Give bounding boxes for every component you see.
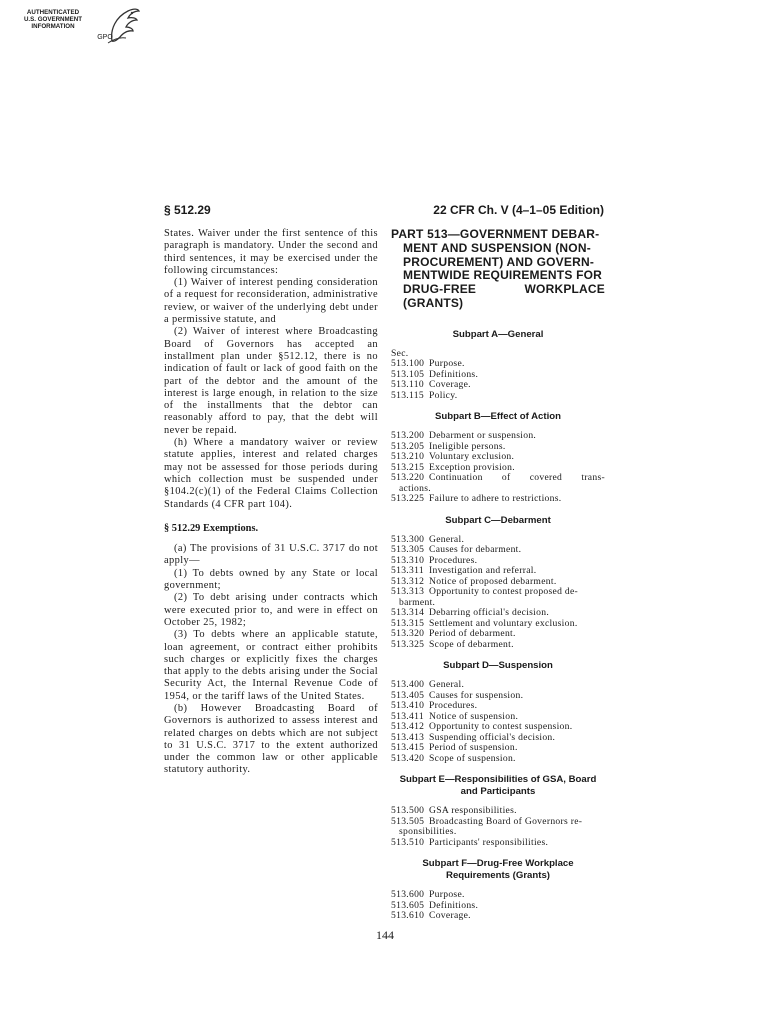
section-title: Opportunity to contest proposed de- (429, 586, 579, 598)
section-title: Causes for debarment. (429, 544, 522, 556)
section-number: 513.413 (391, 731, 425, 743)
section-title: Ineligible persons. (429, 440, 506, 452)
section-number: 513.300 (391, 533, 425, 545)
section-number: 513.325 (391, 638, 425, 650)
table-of-contents (391, 329, 605, 922)
toc-entry (391, 911, 605, 922)
paragraph: (a) The provisions of 31 U.S.C. 3717 do not apply— (164, 543, 378, 567)
section-number: 513.400 (391, 679, 425, 691)
seal-line-1: AUTHENTICATED (26, 9, 80, 16)
eagle-icon (106, 5, 140, 45)
section-number: 513.411 (391, 710, 424, 722)
section-title: Investigation and referral. (429, 565, 537, 577)
subpart-heading: Subpart A—General (452, 328, 544, 340)
section-number: 513.305 (391, 544, 425, 556)
subpart-section-list (391, 431, 605, 505)
section-title: Debarment or suspension. (429, 430, 537, 442)
toc-entry (391, 754, 605, 765)
paragraph: (1) To debts owned by any State or local government; (164, 567, 378, 592)
section-number: 513.610 (391, 910, 425, 922)
subpart-heading: Subpart C—Debarment (445, 514, 551, 526)
section-number: 513.410 (391, 700, 425, 712)
section-number: 513.210 (391, 451, 425, 463)
part-title-word: WORKPLACE (524, 282, 605, 297)
section-number: 513.320 (391, 628, 425, 640)
toc-entry (391, 391, 605, 402)
section-number: 513.215 (391, 461, 425, 473)
section-title: Period of debarment. (429, 628, 516, 640)
toc-entry (391, 494, 605, 505)
page-number: 144 (376, 928, 394, 942)
subpart-section-list (391, 349, 605, 402)
section-title: Causes for suspension. (429, 689, 524, 701)
subpart-heading: Subpart D—Suspension (443, 660, 553, 672)
part-title-line: MENT AND SUSPENSION (NON- (403, 240, 591, 255)
section-title: Exception provision. (429, 461, 515, 473)
section-title-continuation: sponsibilities. (399, 826, 457, 838)
section-title: Procedures. (429, 554, 478, 566)
section-number: 513.220 (391, 472, 425, 484)
section-number: 513.505 (391, 815, 425, 827)
section-title: Period of suspension. (429, 742, 518, 754)
subpart-section-list (391, 680, 605, 764)
section-number: 513.315 (391, 617, 425, 629)
section-title: Failure to adhere to restrictions. (429, 493, 562, 505)
sec-label: Sec. (391, 347, 409, 359)
section-title: Scope of suspension. (429, 752, 516, 764)
running-head-section: § 512.29 (164, 203, 211, 217)
seal-line-3: INFORMATION (31, 23, 75, 30)
section-title: Purpose. (429, 358, 465, 370)
section-title-continuation: barment. (399, 596, 436, 608)
section-title: Settlement and voluntary exclusion. (429, 617, 578, 629)
part-title-word: DRUG-FREE (403, 282, 477, 297)
section-title: Purpose. (429, 889, 465, 901)
section-number: 513.510 (391, 836, 425, 848)
section-title: Definitions. (429, 368, 479, 380)
paragraph: (1) Waiver of interest pending consideration of a request for reconsideration, administrative review, or waiver of the underlying debt under a permissive statute, and (164, 277, 378, 326)
paragraph: (2) Waiver of interest where Broadcasting Board of Governors has accepted an installment plan under §512.12, there is no indication of fault or lack of good faith on the part of the debtor and the amount of the interest is large enough, in relation to the size of the installments that the debtor can reasonably afford to pay, that the debt will never be repaid. (164, 326, 378, 436)
section-title: Continuation of covered trans- (429, 472, 605, 484)
paragraph: (2) To debt arising under contracts which were executed prior to, and were in effect on October 25, 1982; (164, 592, 378, 628)
running-head-title: 22 CFR Ch. V (4–1–05 Edition) (433, 203, 604, 217)
section-title: GSA responsibilities. (429, 805, 517, 817)
section-number: 513.200 (391, 430, 425, 442)
section-number: 513.420 (391, 752, 425, 764)
part-title-line (391, 283, 605, 297)
section-title: Coverage. (429, 379, 471, 391)
section-number: 513.311 (391, 565, 424, 577)
section-title: Policy. (429, 389, 458, 401)
section-title: General. (429, 679, 465, 691)
section-number: 513.310 (391, 554, 425, 566)
left-column (164, 228, 378, 777)
right-column (391, 228, 605, 932)
part-title (391, 228, 605, 311)
paragraph: States. Waiver under the first sentence of this paragraph is mandatory. Under the second and third sentences, it may be exercised under the following circumstances: (164, 228, 378, 276)
part-title-line: PART 513—GOVERNMENT DEBAR- (391, 227, 600, 241)
paragraph: (3) To debts where an applicable statute, loan agreement, or contract either prohibits such charges or explicitly fixes the charges that apply to the debts arising under the Social Security Act, the Internal Revenue Code of 1954, or the tariff laws of the United States. (164, 629, 378, 702)
authentication-seal (18, 5, 142, 49)
section-heading: § 512.29 Exemptions. (164, 522, 259, 534)
section-number: 513.100 (391, 358, 425, 370)
section-title-continuation: actions. (399, 482, 431, 494)
section-title: Participants' responsibilities. (429, 836, 549, 848)
section-title: Voluntary exclusion. (429, 451, 515, 463)
subpart-section-list (391, 535, 605, 651)
section-number: 513.225 (391, 493, 425, 505)
section-number: 513.405 (391, 689, 425, 701)
subpart-section-list (391, 890, 605, 922)
seal-line-2: U.S. GOVERNMENT (23, 16, 83, 23)
section-number: 513.605 (391, 899, 425, 911)
section-number: 513.105 (391, 368, 425, 380)
subpart-section-list (391, 806, 605, 848)
section-title: Coverage. (429, 910, 471, 922)
paragraph: (h) Where a mandatory waiver or review statute applies, interest and related charges may not be assessed for those periods during which collection must be suspended under §104.2(c)(1) of the Federal Claims Collection Standards (4 CFR part 104). (164, 437, 378, 510)
section-number: 513.415 (391, 742, 425, 754)
section-title: Definitions. (429, 899, 479, 911)
section-number: 513.314 (391, 607, 425, 619)
section-title: Procedures. (429, 700, 478, 712)
seal-gpo: GPO (97, 34, 113, 41)
section-title: Debarring official's decision. (429, 607, 550, 619)
section-title: Broadcasting Board of Governors re- (429, 815, 583, 827)
section-title: Scope of debarment. (429, 638, 514, 650)
toc-entry (391, 640, 605, 651)
section-title: Notice of suspension. (429, 710, 519, 722)
subpart-heading: Subpart B—Effect of Action (435, 411, 561, 423)
section-number: 513.115 (391, 389, 424, 401)
section-title: Suspending official's decision. (429, 731, 556, 743)
part-title-line: PROCUREMENT) AND GOVERN- (403, 254, 595, 269)
subpart-heading: Subpart F—Drug-Free Workplace Requirements (Grants) (422, 858, 574, 882)
paragraph: (b) However Broadcasting Board of Governors is authorized to assess interest and related charges on debts which are not subject to 31 U.S.C. 3717 to the extent authorized under the common law or other applicable statutory authority. (164, 702, 378, 776)
toc-entry (391, 838, 605, 849)
part-title-line: MENTWIDE REQUIREMENTS FOR (403, 268, 602, 283)
section-title: Notice of proposed debarment. (429, 575, 557, 587)
part-title-line: (GRANTS) (403, 295, 464, 310)
section-number: 513.313 (391, 586, 425, 598)
section-title: Opportunity to contest suspension. (429, 721, 573, 733)
section-title: General. (429, 533, 465, 545)
subpart-heading: Subpart E—Responsibilities of GSA, Board and Participants (399, 774, 597, 798)
section-number: 513.500 (391, 805, 425, 817)
section-number: 513.600 (391, 889, 425, 901)
section-number: 513.412 (391, 721, 425, 733)
section-number: 513.312 (391, 575, 425, 587)
section-number: 513.110 (391, 379, 424, 391)
section-number: 513.205 (391, 440, 425, 452)
